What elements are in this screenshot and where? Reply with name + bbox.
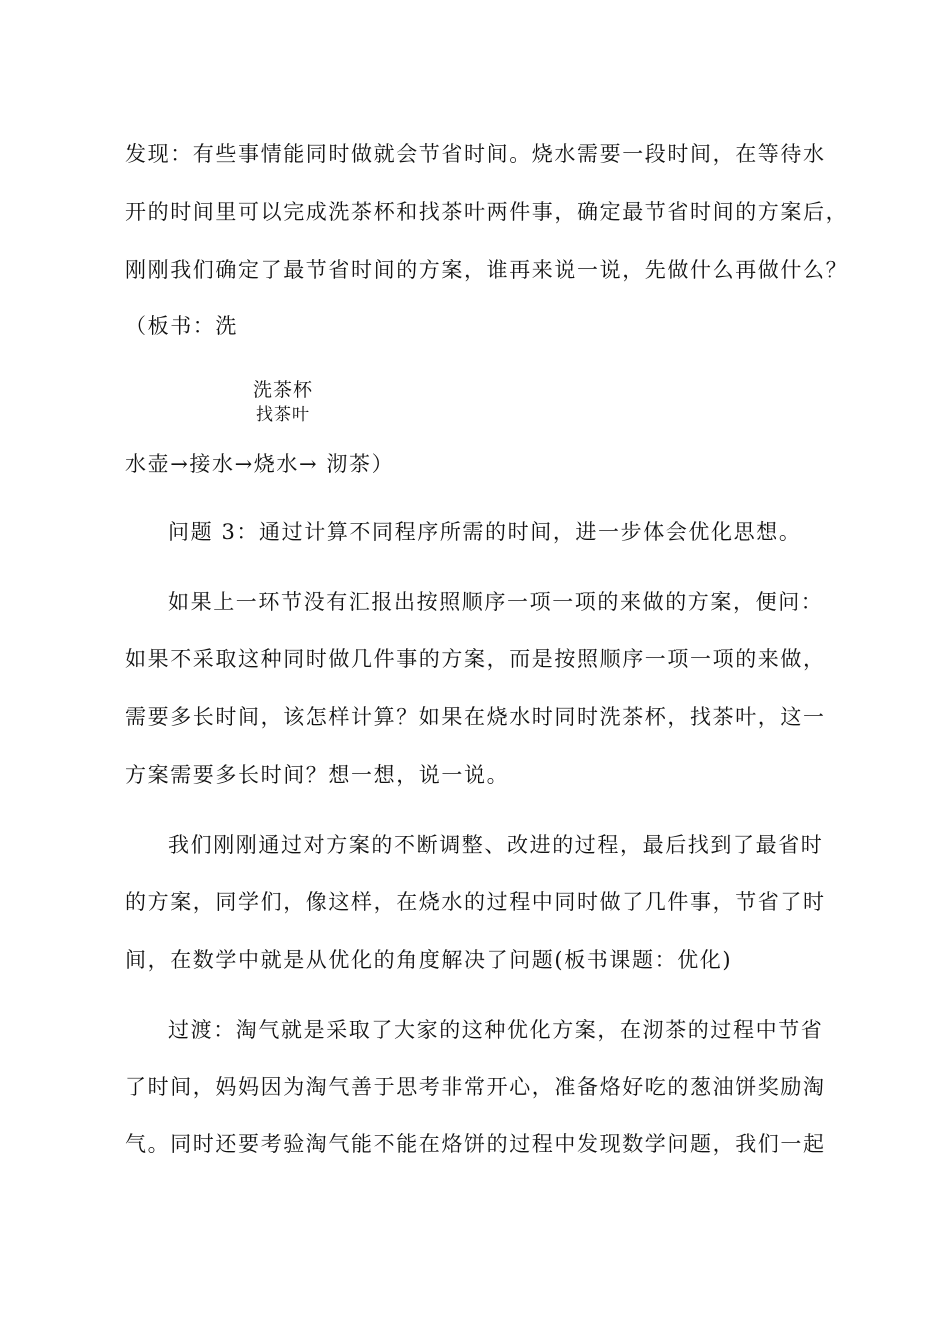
text-line: 了时间，妈妈因为淘气善于思考非常开心，准备烙好吃的葱油饼奖励淘 [125, 1075, 826, 1099]
text-line: 刚刚我们确定了最节省时间的方案，谁再来说一说，先做什么再做什么？ [125, 258, 849, 282]
text-line: 如果上一环节没有汇报出按照顺序一项一项的来做的方案，便问： [168, 590, 824, 614]
text-line: 需要多长时间，该怎样计算？如果在烧水时同时洗茶杯，找茶叶，这一 [125, 705, 826, 729]
text-line: （板书：洗 [125, 314, 238, 338]
text-line: 的方案，同学们，像这样，在烧水的过程中同时做了几件事，节省了时 [125, 890, 826, 914]
question-3-heading: 问题 3：通过计算不同程序所需的时间，进一步体会优化思想。 [168, 520, 802, 544]
flow-line: 水壶→接水→烧水→ 沏茶） [125, 452, 395, 476]
text-line: 间，在数学中就是从优化的角度解决了问题(板书课题：优化) [125, 948, 733, 972]
text-line: 气。同时还要考验淘气能不能在烙饼的过程中发现数学问题，我们一起 [125, 1132, 826, 1156]
diagram-label-clipped [256, 405, 320, 425]
diagram-label-wash-cups: 洗茶杯 [253, 379, 314, 401]
text-line: 过渡：淘气就是采取了大家的这种优化方案，在沏茶的过程中节省 [168, 1018, 824, 1042]
diagram-label-find-tea: 找茶叶 [256, 405, 310, 425]
text-line: 开的时间里可以完成洗茶杯和找茶叶两件事，确定最节省时间的方案后， [125, 200, 849, 224]
text-line: 方案需要多长时间？想一想，说一说。 [125, 763, 510, 787]
text-line: 发现：有些事情能同时做就会节省时间。烧水需要一段时间，在等待水 [125, 142, 826, 166]
text-line: 我们刚刚通过对方案的不断调整、改进的过程，最后找到了最省时 [168, 833, 824, 857]
text-line: 如果不采取这种同时做几件事的方案，而是按照顺序一项一项的来做， [125, 647, 826, 671]
